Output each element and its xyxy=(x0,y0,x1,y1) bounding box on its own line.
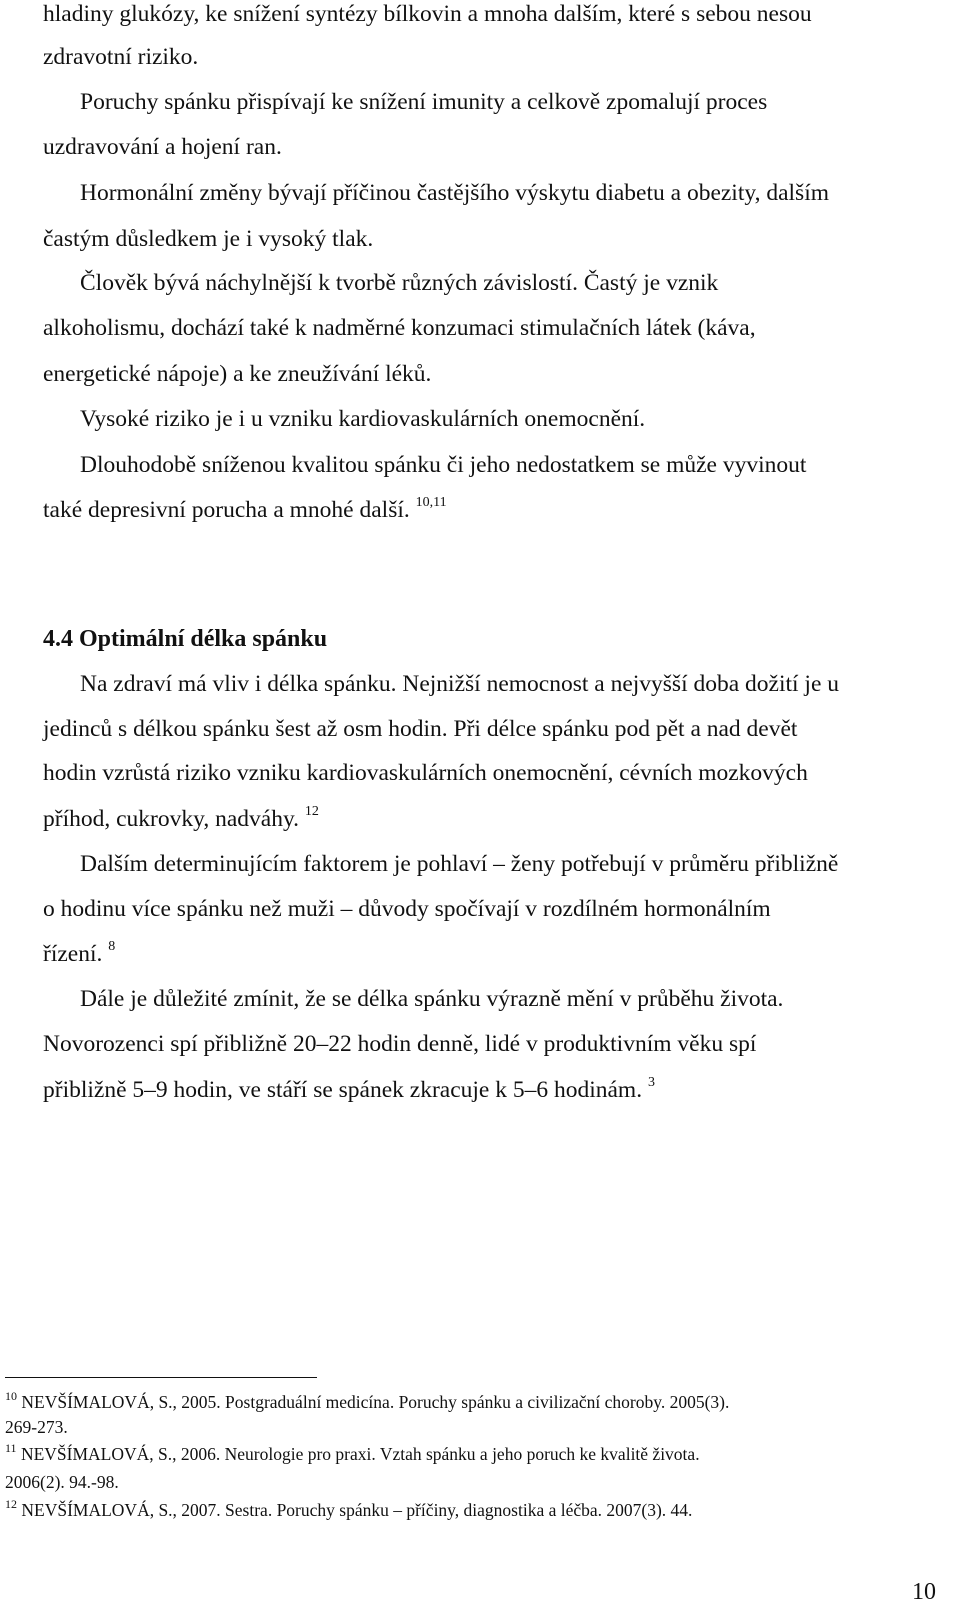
footnote-12-number: 12 xyxy=(5,1497,17,1511)
citation-3: 3 xyxy=(647,1075,655,1090)
footnote-separator xyxy=(5,1377,317,1378)
body-line-11: Dlouhodobě sníženou kvalitou spánku či jeho nedostatkem se může vyvinout xyxy=(80,452,807,478)
section-line-10 xyxy=(43,1076,655,1108)
citation-12: 12 xyxy=(304,804,319,819)
body-line-8: alkoholismu, dochází také k nadměrné konzumaci stimulačních látek (káva, xyxy=(43,315,756,341)
body-line-10: Vysoké riziko je i u vzniku kardiovaskulárních onemocnění. xyxy=(80,406,646,432)
body-line-1: hladiny glukózy, ke snížení syntézy bílkovin a mnoha dalším, které s sebou nesou xyxy=(43,1,812,27)
body-line-4: uzdravování a hojení ran. xyxy=(43,134,282,160)
section-line-9: Novorozenci spí přibližně 20–22 hodin denně, lidé v produktivním věku spí xyxy=(43,1031,757,1057)
footnote-11-number: 11 xyxy=(5,1441,17,1455)
body-line-12 xyxy=(43,496,447,528)
section-heading: 4.4 Optimální délka spánku xyxy=(43,626,328,652)
footnote-12 xyxy=(5,1499,692,1523)
body-line-3: Poruchy spánku přispívají ke snížení imunity a celkově zpomalují proces xyxy=(80,89,768,115)
section-line-4 xyxy=(43,805,319,837)
body-line-7: Člověk bývá náchylnější k tvorbě různých závislostí. Častý je vznik xyxy=(80,270,719,296)
footnote-11-text: NEVŠÍMALOVÁ, S., 2006. Neurologie pro praxi. Vztah spánku a jeho poruch ke kvalitě života. xyxy=(20,1444,700,1464)
section-line-6: o hodinu více spánku než muži – důvody spočívají v rozdílném hormonálním xyxy=(43,896,771,922)
footnote-10-continuation: 269-273. xyxy=(5,1417,68,1437)
body-line-6: častým důsledkem je i vysoký tlak. xyxy=(43,226,374,252)
section-line-7 xyxy=(43,940,115,972)
body-line-9: energetické nápoje) a ke zneužívání léků. xyxy=(43,361,432,387)
footnote-11 xyxy=(5,1443,700,1467)
body-line-2: zdravotní riziko. xyxy=(43,44,199,70)
body-line-5: Hormonální změny bývají příčinou častějšího výskytu diabetu a obezity, dalším xyxy=(80,180,830,206)
section-line-4-text: příhod, cukrovky, nadváhy. xyxy=(43,806,300,832)
section-line-5: Dalším determinujícím faktorem je pohlaví – ženy potřebují v průměru přibližně xyxy=(80,851,839,877)
page-number: 10 xyxy=(912,1579,936,1605)
section-line-1: Na zdraví má vliv i délka spánku. Nejnižší nemocnost a nejvyšší doba dožití je u xyxy=(80,671,839,697)
footnote-10-text: NEVŠÍMALOVÁ, S., 2005. Postgraduální medicína. Poruchy spánku a civilizační choroby. 2005(3). xyxy=(21,1392,730,1412)
section-line-10-text: přibližně 5–9 hodin, ve stáří se spánek zkracuje k 5–6 hodinám. xyxy=(43,1077,643,1103)
footnote-12-text: NEVŠÍMALOVÁ, S., 2007. Sestra. Poruchy spánku – příčiny, diagnostika a léčba. 2007(3). 44. xyxy=(21,1500,693,1520)
citation-10-11: 10,11 xyxy=(415,495,447,510)
section-line-2: jedinců s délkou spánku šest až osm hodin. Při délce spánku pod pět a nad devět xyxy=(43,716,798,742)
section-line-8: Dále je důležité zmínit, že se délka spánku výrazně mění v průběhu života. xyxy=(80,986,784,1012)
section-line-3: hodin vzrůstá riziko vzniku kardiovaskulárních onemocnění, cévních mozkových xyxy=(43,760,808,786)
section-line-7-text: řízení. xyxy=(43,941,103,967)
body-line-12-text: také depresivní porucha a mnohé další. xyxy=(43,497,410,523)
footnote-11-continuation: 2006(2). 94.-98. xyxy=(5,1472,119,1492)
citation-8: 8 xyxy=(108,939,116,954)
footnote-10 xyxy=(5,1391,729,1415)
footnote-10-number: 10 xyxy=(5,1389,17,1403)
